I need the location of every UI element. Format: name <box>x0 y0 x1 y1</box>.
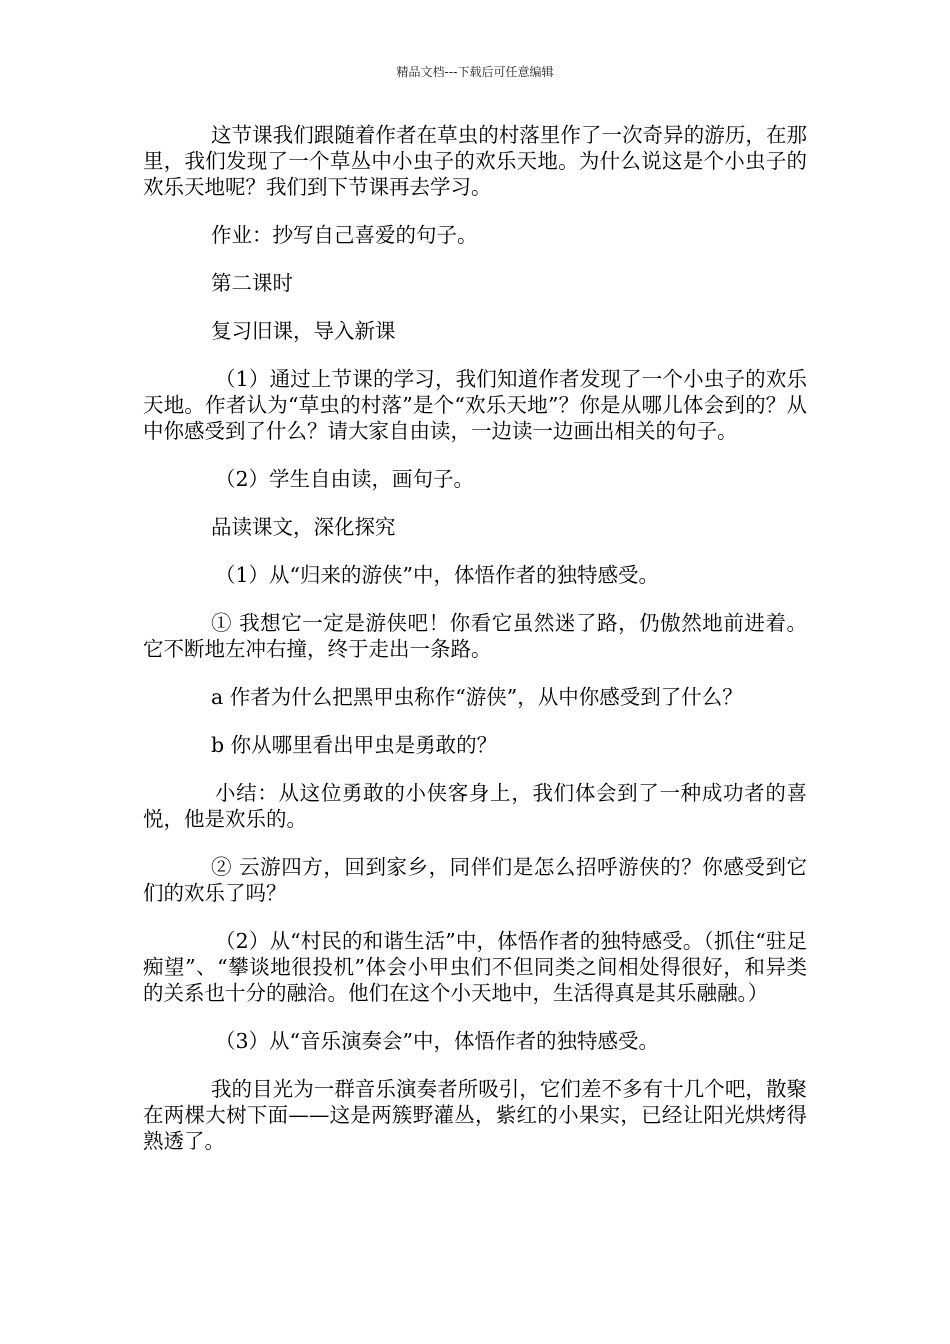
section-heading-lesson-two: 第二课时 <box>211 271 293 295</box>
paragraph-question-b: b 你从哪里看出甲虫是勇敢的？ <box>211 733 498 757</box>
paragraph-quote-3: 我的目光为一群音乐演奏者所吸引，它们差不多有十几个吧，散聚在两棵大树下面——这是两簇野灌丛，紫红的小果实，已经让阳光烘烤得熟透了。 <box>143 1077 807 1153</box>
document-body <box>143 122 807 1176</box>
paragraph-review-1: （1）通过上节课的学习，我们知道作者发现了一个小虫子的欢乐天地。作者认为“草虫的村落”是个“欢乐天地”？你是从哪儿体会到的？从中你感受到了什么？请大家自由读，一边读一边画出相关的句子。 <box>143 367 807 443</box>
paragraph-homework: 作业：抄写自己喜爱的句子。 <box>211 223 478 247</box>
page-header: 精品文档---下载后可任意编辑 <box>396 65 554 79</box>
paragraph-reading-1: （1）从“归来的游侠”中，体悟作者的独特感受。 <box>215 563 660 587</box>
paragraph-review-2: （2）学生自由读，画句子。 <box>215 467 475 491</box>
paragraph-reading-2: （2）从“村民的和谐生活”中，体悟作者的独特感受。（抓住“驻足痴望”、“攀谈地很投机”体会小甲虫们不但同类之间相处得很好，和异类的关系也十分的融洽。他们在这个小天地中，生活得真是其乐融融。） <box>143 929 807 1005</box>
section-heading-review: 复习旧课，导入新课 <box>211 319 396 343</box>
paragraph-summary-note: 小结：从这位勇敢的小侠客身上，我们体会到了一种成功者的喜悦，他是欢乐的。 <box>143 781 807 831</box>
paragraph-quote-2: ② 云游四方，回到家乡，同伴们是怎么招呼游侠的？你感受到它们的欢乐了吗？ <box>143 855 807 905</box>
paragraph-summary: 这节课我们跟随着作者在草虫的村落里作了一次奇异的游历，在那里，我们发现了一个草丛中小虫子的欢乐天地。为什么说这是个小虫子的欢乐天地呢？我们到下节课再去学习。 <box>143 123 807 199</box>
paragraph-quote-1: ① 我想它一定是游侠吧！你看它虽然迷了路，仍傲然地前进着。它不断地左冲右撞，终于走出一条路。 <box>143 611 807 661</box>
section-heading-reading: 品读课文，深化探究 <box>211 515 396 539</box>
paragraph-reading-3: （3）从“音乐演奏会”中，体悟作者的独特感受。 <box>215 1029 660 1053</box>
paragraph-question-a: a 作者为什么把黑甲虫称作“游侠”，从中你感受到了什么？ <box>211 685 743 709</box>
